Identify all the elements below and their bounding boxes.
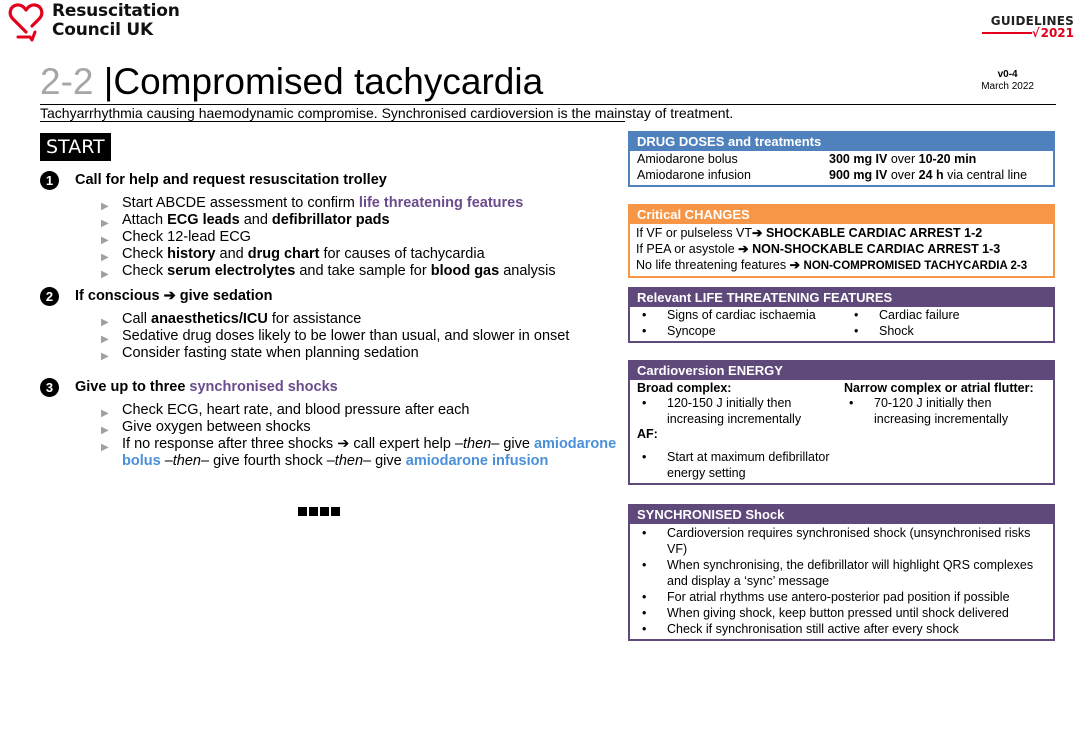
text-run: over [887,167,919,182]
triangle-bullet-icon: ▶ [101,317,109,328]
version-code: v0-4 [997,69,1018,80]
end-square [309,507,318,516]
triangle-bullet-icon: ▶ [101,442,109,453]
checkmark-icon: √ [1031,26,1040,40]
text-run: Check [122,263,168,279]
text-run: via central line [943,167,1028,182]
page-subtitle: Tachyarrhythmia causing haemodynamic compromise. Synchronised cardioversion is the mainstay of treatment. [40,105,734,121]
step-number-badge: 2 [40,287,59,306]
version-date: March 2022 [981,81,1034,92]
target-algorithm-link: NON-SHOCKABLE CARDIAC ARREST 1-3 [752,242,1001,256]
emphasis-text: –then– [454,436,500,452]
brand-name-line1: Resuscitation [52,1,180,21]
start-label: START [40,133,111,161]
end-square [298,507,307,516]
action-item [101,229,556,246]
text-run: Sedative drug doses likely to be lower than usual, and slower in onset [122,328,570,344]
cardioversion-energy-panel [628,360,1055,485]
step-label: Call for help and request resuscitation trolley [75,172,387,188]
emphasis-text: 24 h [918,167,944,182]
arrow-right-icon: ➔ [738,242,753,256]
critical-changes-panel [628,204,1055,278]
step-number-badge: 1 [40,171,59,190]
text-run: give fourth shock [209,453,327,469]
text-run: Give oxygen between shocks [122,419,311,435]
drug-doses-panel [628,131,1055,187]
target-algorithm-link: SHOCKABLE CARDIAC ARREST 1-2 [765,226,983,240]
triangle-bullet-icon: ▶ [101,408,109,419]
triangle-bullet-icon: ▶ [101,334,109,345]
drug-name: Amiodarone infusion [637,167,751,182]
text-run: Consider fasting state when planning sedation [122,345,419,361]
emphasis-text: amiodarone bolus [122,436,617,469]
panel-title: SYNCHRONISED Shock [630,506,1053,524]
text-run: give [499,436,534,452]
panel-title: Relevant LIFE THREATENING FEATURES [630,289,1053,307]
algorithm-title: |Compromised tachycardia [103,61,544,102]
end-marker [298,507,340,516]
guidelines-rule [982,32,1032,34]
panel-title: DRUG DOSES and treatments [630,133,1053,151]
emphasis-text: history [167,246,216,262]
emphasis-text: –then– [164,453,210,469]
action-item [101,263,556,280]
condition-text: No life threatening features [636,258,790,272]
drug-dose [829,168,1027,184]
rcuk-logo [8,2,180,42]
step-label: If conscious ➔ give sedation [75,288,273,304]
condition-text: If PEA or asystole [636,242,739,256]
emphasis-text: defibrillator pads [271,212,390,228]
action-item [101,212,556,229]
triangle-bullet-icon: ▶ [101,235,109,246]
triangle-bullet-icon: ▶ [101,252,109,263]
step-label-prefix: Give up to three [75,379,190,395]
sync-item: • Check if synchronisation still active after every shock [637,621,1046,637]
step-label [75,379,338,395]
guidelines-label: GUIDELINES [990,14,1074,28]
narrow-complex-energy: • 70-120 J initially then increasing incrementally [844,396,1046,427]
step-2-actions [101,311,569,362]
emphasis-text: serum electrolytes [167,263,296,279]
text-run: Check 12-lead ECG [122,229,251,245]
triangle-bullet-icon: ▶ [101,351,109,362]
text-run: If no response after three shocks ➔ call expert help [122,436,455,452]
step-1-actions [101,195,556,280]
text-run: Check ECG, heart rate, and blood pressure after each [122,402,470,418]
triangle-bullet-icon: ▶ [101,425,109,436]
triangle-bullet-icon: ▶ [101,269,109,280]
text-run: analysis [499,263,556,279]
guidelines-2021-badge [982,14,1074,39]
life-threatening-features-panel [628,287,1055,343]
text-run: and [239,212,272,228]
text-run: give [371,453,406,469]
subtitle-divider [40,121,625,122]
synchronised-shock-panel [628,504,1055,641]
critical-change-row [636,225,1047,241]
text-run: Check [122,246,168,262]
triangle-bullet-icon: ▶ [101,218,109,229]
action-item [101,402,621,419]
action-item [101,246,556,263]
sync-item: • For atrial rhythms use antero-posterior pad position if possible [637,589,1046,605]
step-3 [40,377,621,470]
end-square [320,507,329,516]
guidelines-year: 2021 [1040,26,1074,40]
step-number-badge: 3 [40,378,59,397]
drug-row [637,152,1046,168]
heart-ecg-icon [8,2,44,42]
narrow-complex-label: Narrow complex or atrial flutter: [844,381,1034,395]
brand-name-line2: Council UK [52,20,153,40]
critical-change-row [636,257,1047,274]
step-1 [40,170,556,280]
emphasis-text: 300 mg IV [829,152,888,166]
feature-item: • Shock [849,324,1046,340]
text-run: and take sample for [295,263,431,279]
step-label-highlight: synchronised shocks [189,379,338,395]
broad-complex-column [637,381,844,481]
action-item [101,195,556,212]
drug-name: Amiodarone bolus [637,152,738,166]
emphasis-text: drug chart [247,246,320,262]
emphasis-text: 10-20 min [918,152,977,166]
text-run: and [215,246,248,262]
text-run: Attach [122,212,168,228]
arrow-right-icon: ➔ [752,226,766,240]
sync-item: • When giving shock, keep button pressed until shock delivered [637,605,1046,621]
panel-title: Critical CHANGES [630,206,1053,224]
target-algorithm-link: NON-COMPROMISED TACHYCARDIA 2-3 [803,260,1028,272]
broad-complex-label: Broad complex: [637,381,732,395]
text-run: Call [122,311,152,327]
action-item [101,419,621,436]
end-square [331,507,340,516]
emphasis-text: ECG leads [167,212,240,228]
feature-item: • Signs of cardiac ischaemia [637,308,849,324]
drug-dose [829,152,976,168]
broad-complex-energy: • 120-150 J initially then increasing incrementally [637,396,844,427]
emphasis-text: blood gas [430,263,500,279]
page-title [40,60,543,104]
panel-title: Cardioversion ENERGY [630,362,1053,380]
emphasis-text: 900 mg IV [829,167,888,182]
af-label: AF: [637,427,658,441]
feature-item: • Syncope [637,324,849,340]
drug-row [637,168,1046,184]
action-item [101,436,621,470]
step-3-actions [101,402,621,470]
emphasis-text: anaesthetics/ICU [151,311,268,327]
text-run: over [887,152,919,166]
arrow-right-icon: ➔ [789,258,804,272]
emphasis-text: –then– [326,453,372,469]
sync-item: • When synchronising, the defibrillator will highlight QRS complexes and display a ‘sync’ message [637,557,1046,589]
action-item [101,345,569,362]
action-item [101,311,569,328]
feature-item: • Cardiac failure [849,308,1046,324]
action-item [101,328,569,345]
critical-change-row [636,241,1047,257]
emphasis-text: life threatening features [358,195,524,211]
text-run: Start ABCDE assessment to confirm [122,195,359,211]
narrow-complex-column [844,381,1046,481]
triangle-bullet-icon: ▶ [101,201,109,212]
algorithm-number: 2-2 [40,61,104,102]
step-2 [40,286,569,362]
emphasis-text: amiodarone infusion [405,453,549,469]
af-energy: • Start at maximum defibrillator energy setting [637,450,844,481]
text-run: for causes of tachycardia [319,246,485,262]
text-run: for assistance [267,311,362,327]
sync-item: • Cardioversion requires synchronised shock (unsynchronised risks VF) [637,525,1046,557]
condition-text: If VF or pulseless VT [636,226,753,240]
version-info [981,69,1034,93]
